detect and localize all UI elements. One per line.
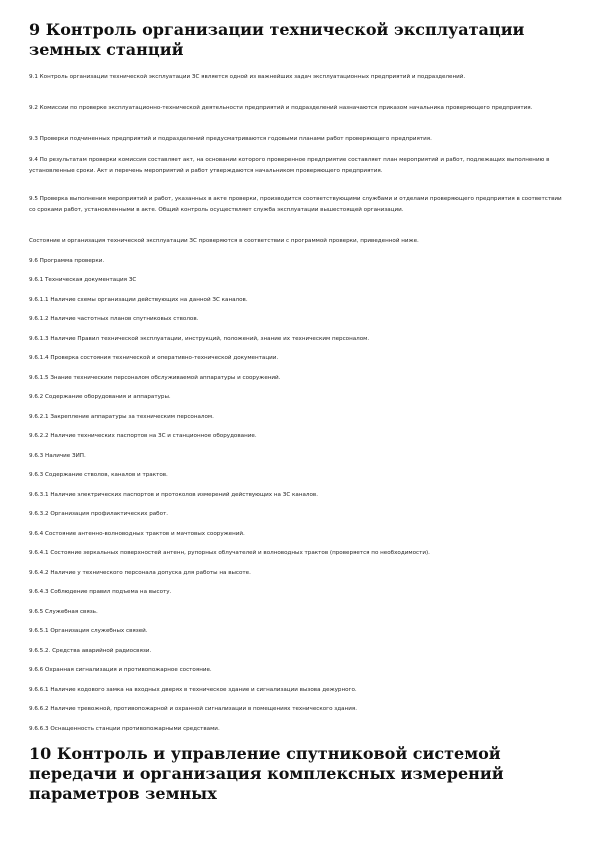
list-item: 9.6.3 Содержание стволов, каналов и трактов. [29, 472, 168, 478]
paragraph-9-3: 9.3 Проверки подчиненных предприятий и подразделений предусматриваются годовыми планами работ проверяющего предприятия. [29, 136, 432, 142]
list-item: 9.6.6.1 Наличие кодового замка на входных дверях в техническое здание и сигнализации вызова дежурного. [29, 687, 357, 693]
list-item: 9.6.1.2 Наличие частотных планов спутниковых стволов. [29, 316, 199, 322]
list-item: 9.6 Программа проверки. [29, 258, 105, 264]
paragraph-9-1: 9.1 Контроль организации технической эксплуатации ЗС является одной из важнейших задач эксплуатационных предприятий и подразделений. [29, 74, 466, 80]
list-item: 9.6.1.4 Проверка состояния технической и оперативно-технической документации. [29, 355, 279, 361]
list-item: 9.6.1.1 Наличие схемы организации действующих на данной ЗС каналов. [29, 297, 248, 303]
list-item: 9.6.4 Состояние антенно-волноводных трактов и мачтовых сооружений. [29, 531, 245, 537]
list-item: 9.6.1.3 Наличие Правил технической эксплуатации, инструкций, положений, знание их техническим персоналом. [29, 336, 370, 342]
list-item: 9.6.1.5 Знание техническим персоналом обслуживаемой аппаратуры и сооружений. [29, 375, 281, 381]
list-item: 9.6.2 Содержание оборудования и аппаратуры. [29, 394, 171, 400]
paragraph-9-4: 9.4 По результатам проверки комиссия составляет акт, на основании которого проверенное предприятие составляет план мероприятий и работ, подлежащих выполнению в установленные сроки. Акт и перечень мероприятий и работ утверждаются начальником проверяющего предприятия. [29, 157, 550, 174]
section-10-heading: 10 Контроль и управление спутниковой системой передачи и организация комплексных измерений параметров земных [29, 744, 504, 803]
list-item: 9.6.4.1 Состояние зеркальных поверхностей антенн, рупорных облучателей и волноводных трактов (проверяется по необходимости). [29, 550, 430, 556]
paragraph-9-5: 9.5 Проверка выполнения мероприятий и работ, указанных в акте проверки, производится соответствующими службами и отделами проверяющего предприятия в соответствии со сроками работ, установленными в акте. Общий контроль осуществляет служба эксплуатации вышестоящей организации. [29, 196, 562, 213]
list-item: 9.6.3 Наличие ЗИП. [29, 453, 86, 459]
list-item: 9.6.6.3 Оснащенность станции противопожарными средствами. [29, 726, 220, 732]
list-item: 9.6.1 Техническая документация ЗС [29, 277, 137, 283]
section-9-heading: 9 Контроль организации технической эксплуатации земных станций [29, 20, 525, 59]
list-item: 9.6.6 Охранная сигнализация и противопожарное состояние. [29, 667, 212, 673]
list-item: 9.6.2.1 Закрепление аппаратуры за техническим персоналом. [29, 414, 214, 420]
paragraph-9-2: 9.2 Комиссии по проверке эксплуатационно-технической деятельности предприятий и подразделений назначаются приказом начальника проверяющего предприятия. [29, 105, 533, 111]
list-item: 9.6.5.1 Организация служебных связей. [29, 628, 148, 634]
list-item: 9.6.4.2 Наличие у технического персонала допуска для работы на высоте. [29, 570, 251, 576]
list-item: 9.6.2.2 Наличие технических паспортов на ЗС и станционное оборудование. [29, 433, 257, 439]
list-item: 9.6.3.2 Организация профилактических работ. [29, 511, 169, 517]
list-item: 9.6.4.3 Соблюдение правил подъема на высоту. [29, 589, 172, 595]
list-item: 9.6.5 Служебная связь. [29, 609, 98, 615]
list-item: 9.6.6.2 Наличие тревожной, противопожарной и охранной сигнализации в помещениях технического здания. [29, 706, 357, 712]
list-item: 9.6.3.1 Наличие электрических паспортов и протоколов измерений действующих на ЗС каналов. [29, 492, 318, 498]
paragraph-program-intro: Состояние и организация технической эксплуатации ЗС проверяются в соответствии с программой проверки, приведенной ниже. [29, 238, 419, 244]
list-item: 9.6.5.2. Средства аварийной радиосвязи. [29, 648, 152, 654]
